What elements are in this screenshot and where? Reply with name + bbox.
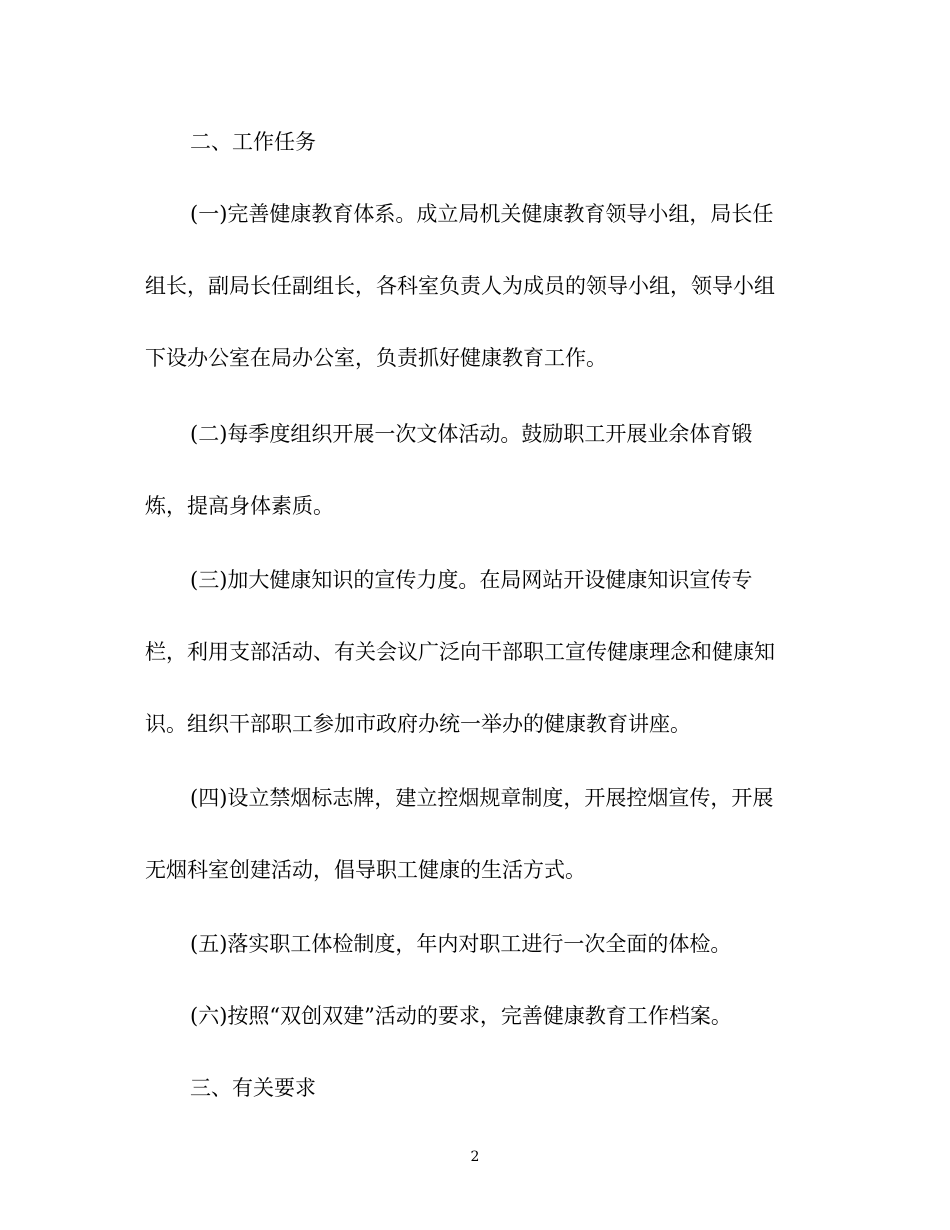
paragraph-line: (三)加大健康知识的宣传力度。在局网站开设健康知识宣传专 bbox=[190, 568, 753, 592]
paragraph-line: 下设办公室在局办公室，负责抓好健康教育工作。 bbox=[145, 346, 607, 370]
paragraph-line: (六)按照“双创双建”活动的要求，完善健康教育工作档案。 bbox=[190, 1004, 732, 1028]
paragraph-line: (一)完善健康教育体系。成立局机关健康教育领导小组，局长任 bbox=[190, 202, 774, 226]
paragraph-line: (四)设立禁烟标志牌，建立控烟规章制度，开展控烟宣传，开展 bbox=[190, 786, 774, 810]
paragraph-line: (二)每季度组织开展一次文体活动。鼓励职工开展业余体育锻 bbox=[190, 422, 753, 446]
paragraph-line: (五)落实职工体检制度，年内对职工进行一次全面的体检。 bbox=[190, 932, 732, 956]
paragraph-line: 无烟科室创建活动，倡导职工健康的生活方式。 bbox=[145, 858, 586, 882]
paragraph-line: 识。组织干部职工参加市政府办统一举办的健康教育讲座。 bbox=[145, 712, 691, 736]
paragraph-line: 栏，利用支部活动、有关会议广泛向干部职工宣传健康理念和健康知 bbox=[145, 640, 775, 664]
page-number: 2 bbox=[470, 1149, 480, 1165]
paragraph-line: 组长，副局长任副组长，各科室负责人为成员的领导小组，领导小组 bbox=[145, 274, 775, 298]
paragraph-line: 炼，提高身体素质。 bbox=[145, 494, 334, 518]
section-heading-work-tasks: 二、工作任务 bbox=[190, 130, 316, 154]
section-heading-requirements: 三、有关要求 bbox=[190, 1076, 316, 1100]
